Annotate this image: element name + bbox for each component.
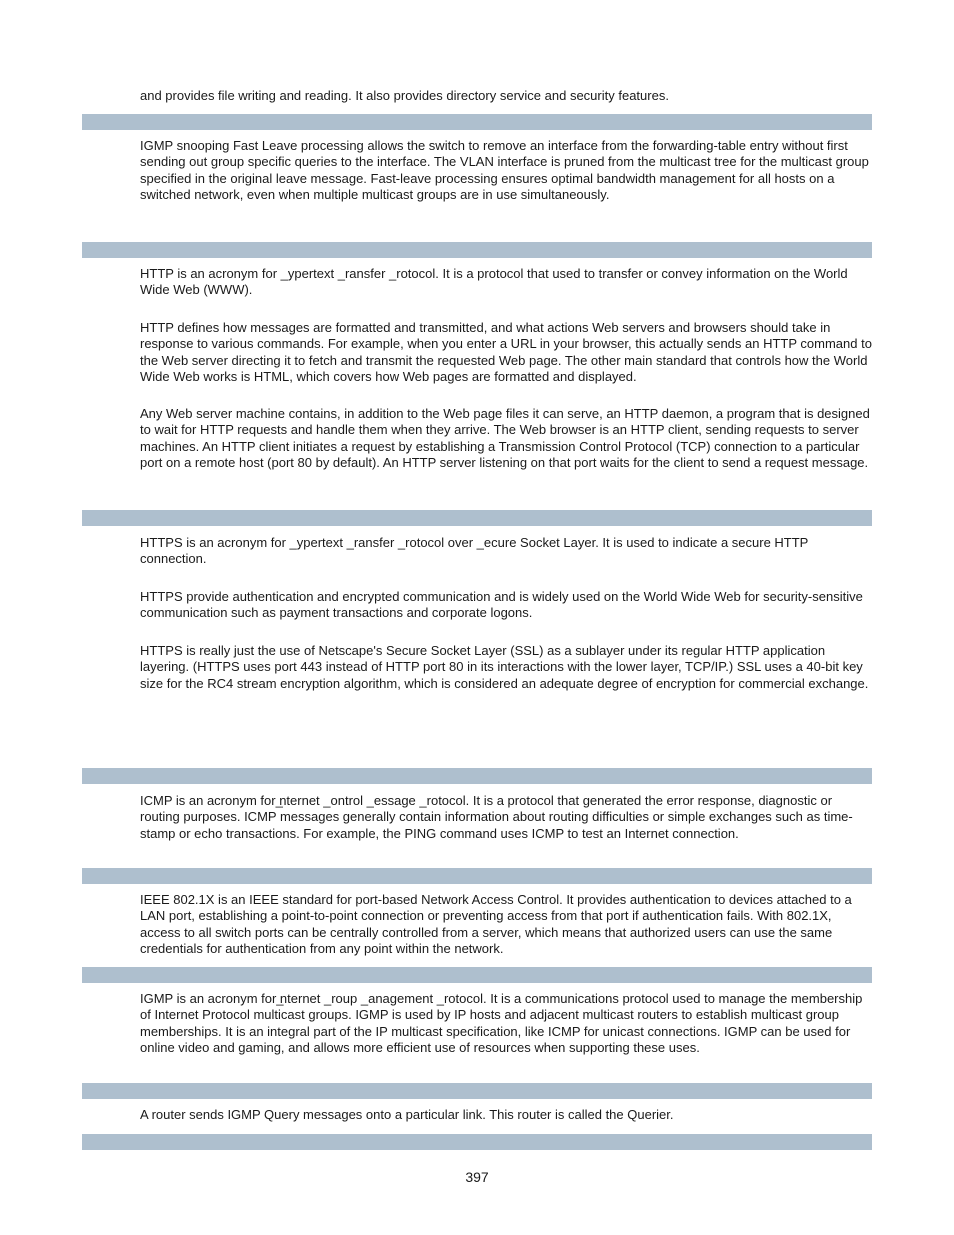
section-header-bar	[82, 1083, 872, 1099]
section-header-bar	[82, 967, 872, 983]
paragraph: IGMP is an acronym for ̲nternet _roup _anagement _rotocol. It is a communications protocol used to manage the membership of Internet Protocol multicast groups. IGMP is used by IP hosts and adjacent multicast routers to establish multicast group memberships. It is an integral part of the IP multicast specification, like ICMP for unicast connections. IGMP can be used for online video and gaming, and allows more efficient use of resources when supporting these uses.	[140, 991, 863, 1055]
paragraph: IGMP snooping Fast Leave processing allows the switch to remove an interface from the forwarding-table entry without first sending out group specific queries to the interface. The VLAN interface is pruned from the multicast tree for the multicast group specified in the original leave message. Fast-leave processing ensures optimal bandwidth management for all hosts on a switched network, even when multiple multicast groups are in use simultaneously.	[140, 138, 869, 202]
section-header-bar	[82, 1134, 872, 1150]
paragraph: HTTP defines how messages are formatted and transmitted, and what actions Web servers and browsers should take in response to various commands. For example, when you enter a URL in your browser, this actually sends an HTTP command to the Web server directing it to fetch and transmit the requested Web page. The other main standard that controls how the World Wide Web works is HTML, which covers how Web pages are formatted and displayed.	[140, 320, 872, 384]
paragraph: A router sends IGMP Query messages onto a particular link. This router is called the Querier.	[140, 1107, 674, 1122]
paragraph: HTTP is an acronym for _ypertext _ransfer _rotocol. It is a protocol that used to transfer or convey information on the World Wide Web (WWW).	[140, 266, 848, 298]
paragraph: HTTPS provide authentication and encrypted communication and is widely used on the World Wide Web for security-sensitive communication such as payment transactions and corporate logons.	[140, 589, 863, 621]
section-header-bar	[82, 242, 872, 258]
section-header-bar	[82, 868, 872, 884]
section-header-bar	[82, 114, 872, 130]
paragraph: and provides file writing and reading. It also provides directory service and security features.	[140, 88, 669, 103]
paragraph: HTTPS is an acronym for _ypertext _ransfer _rotocol over _ecure Socket Layer. It is used to indicate a secure HTTP connection.	[140, 535, 809, 567]
paragraph: IEEE 802.1X is an IEEE standard for port-based Network Access Control. It provides authentication to devices attached to a LAN port, establishing a point-to-point connection or preventing access from that port if authentication fails. With 802.1X, access to all switch ports can be centrally controlled from a server, which means that authorized users can use the same credentials for authentication from any point within the network.	[140, 892, 852, 956]
section-header-bar	[82, 768, 872, 784]
paragraph: Any Web server machine contains, in addition to the Web page files it can serve, an HTTP daemon, a program that is designed to wait for HTTP requests and handle them when they arrive. The Web browser is an HTTP client, sending requests to server machines. An HTTP client initiates a request by establishing a Transmission Control Protocol (TCP) connection to a particular port on a remote host (port 80 by default). An HTTP server listening on that port waits for the client to send a request message.	[140, 406, 870, 470]
page-number: 397	[465, 1169, 489, 1185]
section-header-bar	[82, 510, 872, 526]
paragraph: HTTPS is really just the use of Netscape's Secure Socket Layer (SSL) as a sublayer under its regular HTTP application layering. (HTTPS uses port 443 instead of HTTP port 80 in its interactions with the lower layer, TCP/IP.) SSL uses a 40-bit key size for the RC4 stream encryption algorithm, which is considered an adequate degree of encryption for commercial exchange.	[140, 643, 869, 691]
paragraph: ICMP is an acronym for ̲nternet _ontrol _essage _rotocol. It is a protocol that generated the error response, diagnostic or routing purposes. ICMP messages generally contain information about routing difficulties or simple exchanges such as time-stamp or echo transactions. For example, the PING command uses ICMP to test an Internet connection.	[140, 793, 853, 841]
